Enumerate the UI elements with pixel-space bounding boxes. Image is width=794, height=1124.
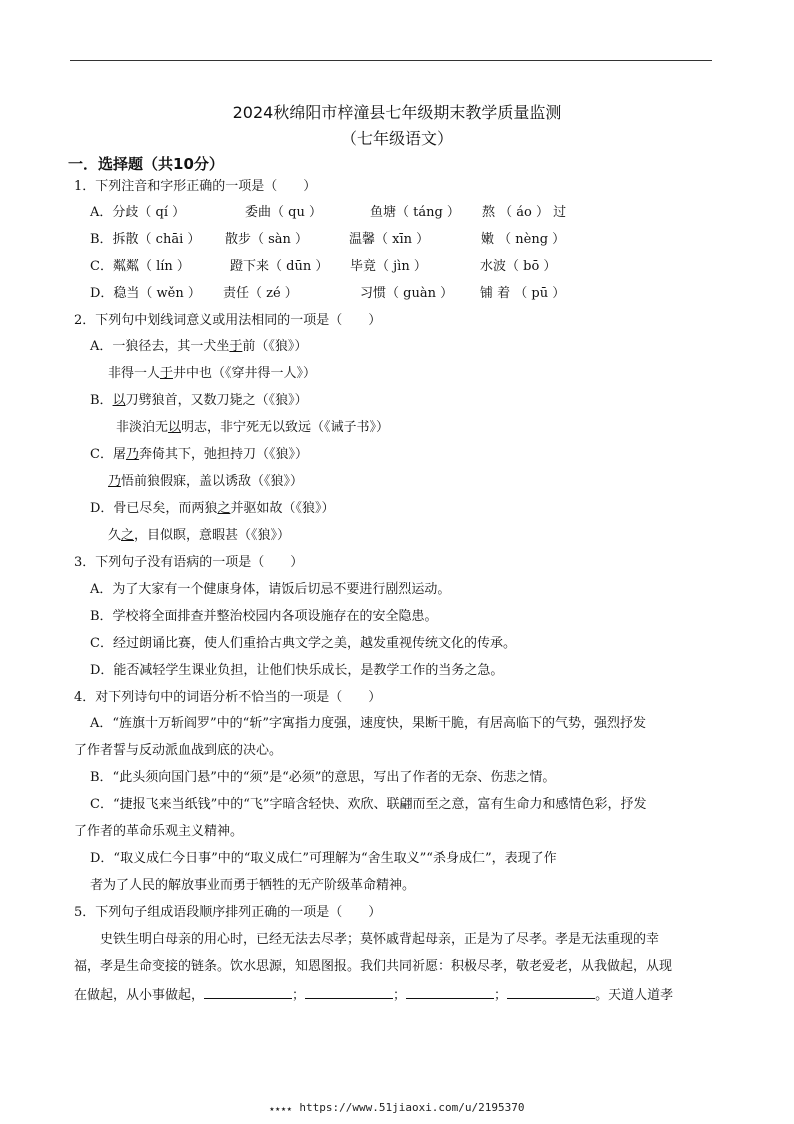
q2-b1-underlined-word: 以 — [112, 393, 126, 408]
q1-c-3: 毕竟（ jìn ） — [350, 259, 427, 274]
q5-blank-3[interactable] — [406, 986, 494, 999]
footer-url[interactable]: https://www.51jiaoxi.com/u/2195370 — [299, 1101, 525, 1114]
section-heading: 一．选择题（共10分） — [68, 155, 224, 173]
q1-a-4: 熬 （ áo ） 过 — [482, 205, 567, 220]
q4-option-c-line2: 了作者的革命乐观主义精神。 — [74, 824, 244, 839]
q1-option-a — [90, 205, 566, 221]
q2-option-a-line1: A．一狼径去，其一犬坐于前（《狼》） — [90, 339, 308, 354]
q5-blank-2[interactable] — [305, 986, 393, 999]
q1-b-3: 温馨（ xīn ） — [349, 232, 430, 247]
q1-c-2: 蹬下来（ dūn ） — [230, 259, 329, 274]
q1-d-2: 责任（ zé ） — [223, 286, 298, 301]
q4-option-a-line1: A．“旌旗十万斩阎罗”中的“斩”字寓指力度强，速度快，果断干脆，有居高临下的气势，强烈抒发 — [90, 716, 646, 731]
q5-stem: 5．下列句子组成语段顺序排列正确的一项是（ ） — [74, 905, 382, 920]
q3-option-d: D．能否减轻学生课业负担，让他们快乐成长，是教学工作的当务之急。 — [90, 663, 504, 678]
q2-option-d-line1: D．骨已尽矣，而两狼之并驱如故（《狼》） — [90, 501, 335, 516]
q1-a-3: 鱼塘（ táng ） — [370, 205, 460, 220]
q2-option-c-line2: 乃悟前狼假寐，盖以诱敌（《狼》） — [108, 474, 304, 489]
q1-c-1: C．粼粼（ lín ） — [90, 259, 190, 274]
q1-option-d — [90, 286, 565, 302]
header-rule — [70, 60, 712, 61]
q2-a2-underlined-word: 于 — [160, 366, 174, 381]
q1-b-2: 散步（ sàn ） — [225, 232, 309, 247]
q2-d2-underlined-word: 之 — [121, 528, 135, 543]
q4-option-d-line2: 者为了人民的解放事业而勇于牺牲的无产阶级革命精神。 — [90, 878, 416, 893]
q2-option-b-line1: B．以刀劈狼首，又数刀毙之（《狼》） — [90, 393, 308, 408]
q2-option-d-line2: 久之，目似瞑，意暇甚（《狼》） — [108, 528, 291, 543]
q2-option-c-line1: C．屠乃奔倚其下，弛担持刀（《狼》） — [90, 447, 308, 462]
q1-a-2: 委曲（ qu ） — [245, 205, 322, 220]
q1-b-4: 嫩 （ nèng ） — [481, 232, 566, 247]
q1-d-3: 习惯（ guàn ） — [360, 286, 454, 301]
q5-passage-line3: 在做起，从小事做起， ； ； ； 。天道人道孝 — [74, 988, 674, 1003]
q2-option-a-line2: 非得一人于井中也（《穿井得一人》） — [108, 366, 317, 381]
q5-passage-line2: 福，孝是生命变接的链条。饮水思源，知恩图报。我们共同祈愿：积极尽孝，敬老爱老，从我做起，从现 — [74, 959, 673, 974]
q5-passage-line1: 史铁生明白母亲的用心时，已经无法去尽孝；莫怀戚背起母亲，正是为了尽孝。孝是无法重现的幸 — [100, 932, 660, 947]
q3-option-a: A．为了大家有一个健康身体，请饭后切忌不要进行剧烈运动。 — [90, 582, 451, 597]
q1-option-b — [90, 232, 565, 248]
q1-a-1: A．分歧（ qí ） — [90, 205, 186, 220]
q1-b-1: B．拆散（ chāi ） — [90, 232, 201, 247]
q1-d-4: 铺 着 （ pū ） — [480, 286, 566, 301]
q4-option-d-line1: D．“取义成仁今日事”中的“取义成仁”可理解为“舍生取义”“杀身成仁”，表现了作 — [90, 851, 557, 866]
q2-d1-underlined-word: 之 — [217, 501, 231, 516]
footer-stars: ★★★★ — [269, 1104, 293, 1113]
footer — [0, 1101, 794, 1114]
q2-option-b-line2: 非淡泊无以明志，非宁死无以致远（《诫子书》） — [116, 420, 390, 435]
q1-d-1: D．稳当（ wěn ） — [90, 286, 201, 301]
q1-option-c — [90, 259, 556, 275]
q3-option-c: C．经过朗诵比赛，使人们重拾古典文学之美，越发重视传统文化的传承。 — [90, 636, 516, 651]
q5-blank-4[interactable] — [507, 986, 595, 999]
q4-option-c-line1: C．“捷报飞来当纸钱”中的“飞”字暗含轻快、欢欣、联翩而至之意，富有生命力和感情色彩，抒发 — [90, 797, 647, 812]
q5-blank-1[interactable] — [204, 986, 292, 999]
q4-option-a-line2: 了作者誓与反动派血战到底的决心。 — [74, 743, 283, 758]
q3-stem: 3．下列句子没有语病的一项是（ ） — [74, 555, 304, 570]
q1-c-4: 水波（ bō ） — [480, 259, 557, 274]
q1-stem: 1．下列注音和字形正确的一项是（ ） — [74, 179, 317, 194]
exam-title: 2024秋绵阳市梓潼县七年级期末教学质量监测 — [232, 103, 562, 122]
q2-c1-underlined-word: 乃 — [125, 447, 139, 462]
exam-subtitle: （七年级语文） — [340, 129, 453, 148]
q2-b2-underlined-word: 以 — [168, 420, 182, 435]
q3-option-b: B．学校将全面排查并整治校园内各项设施存在的安全隐患。 — [90, 609, 438, 624]
q2-c2-underlined-word: 乃 — [108, 474, 122, 489]
q4-option-b: B．“此头须向国门悬”中的“须”是“必须”的意思，写出了作者的无奈、伤悲之情。 — [90, 770, 556, 785]
q2-a1-underlined-word: 于 — [229, 339, 243, 354]
q4-stem: 4．对下列诗句中的词语分析不恰当的一项是（ ） — [74, 690, 382, 705]
q2-stem: 2．下列句中划线词意义或用法相同的一项是（ ） — [74, 313, 382, 328]
